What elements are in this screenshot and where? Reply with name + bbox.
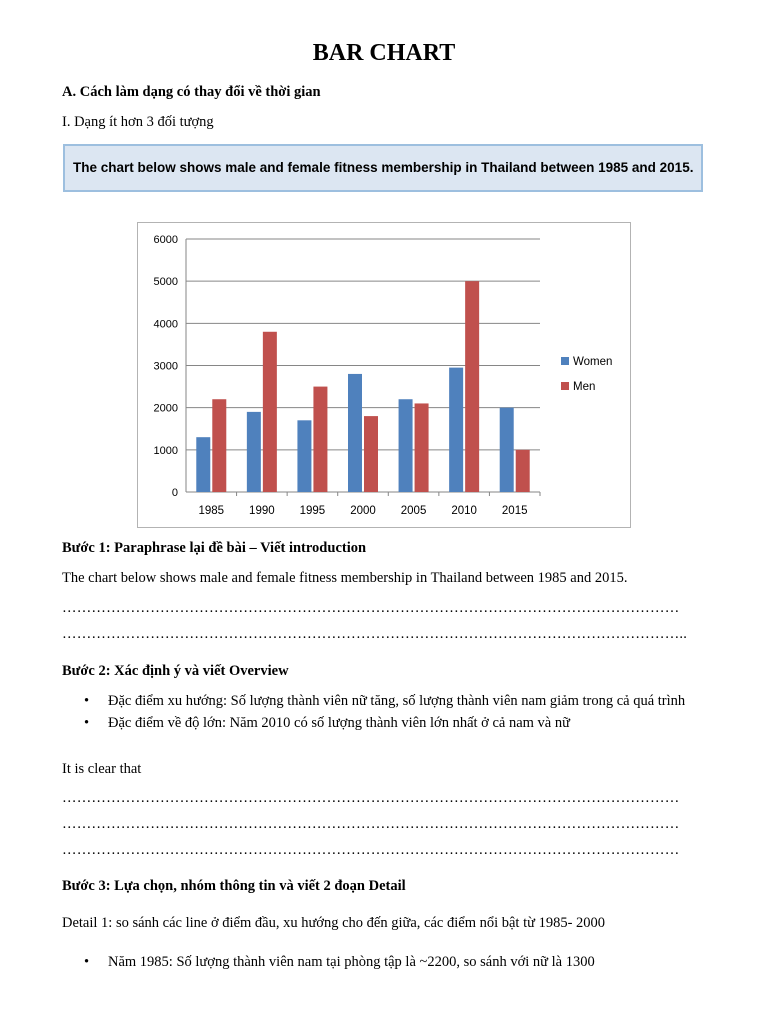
legend-swatch: [561, 382, 569, 390]
bar-women: [500, 408, 514, 492]
y-tick-label: 2000: [153, 402, 178, 415]
step3-heading: Bước 3: Lựa chọn, nhóm thông tin và viết 2 đoạn Detail: [62, 878, 406, 894]
y-tick-label: 3000: [153, 360, 178, 373]
bar-men: [516, 450, 530, 492]
y-tick-label: 0: [171, 487, 178, 499]
bar-men: [415, 403, 429, 492]
bar-men: [364, 416, 378, 492]
page-title: BAR CHART: [312, 40, 456, 66]
list-item-text: Năm 1985: Số lượng thành viên nam tại phòng tập là ~2200, so sánh với nữ là 1300: [108, 954, 595, 970]
bar-men: [263, 332, 277, 492]
writing-line: ………………………………………………………………………………………………………………: [62, 842, 680, 858]
x-tick-label: 1985: [198, 505, 225, 517]
x-tick-label: 1990: [249, 505, 275, 517]
list-item-text: Đặc điểm về độ lớn: Năm 2010 có số lượng thành viên lớn nhất ở cả nam và nữ: [108, 715, 570, 731]
bar-women: [399, 399, 413, 492]
step2-heading: Bước 2: Xác định ý và viết Overview: [62, 663, 289, 679]
x-tick-label: 2010: [451, 505, 477, 517]
bar-chart: [137, 222, 631, 528]
bar-women: [297, 420, 311, 492]
detail1-text: Detail 1: so sánh các line ở điểm đầu, xu hướng cho đến giữa, các điểm nổi bật từ 1985- 2000: [62, 915, 606, 931]
writing-line: ………………………………………………………………………………………………………………: [62, 600, 680, 616]
writing-line: ………………………………………………………………………………………………………………..: [62, 626, 688, 642]
legend-label: Women: [573, 356, 613, 368]
y-tick-label: 5000: [153, 276, 178, 289]
bar-men: [465, 281, 479, 492]
y-tick-label: 6000: [153, 234, 178, 246]
list-item-text: Đặc điểm xu hướng: Số lượng thành viên nữ tăng, số lượng thành viên nam giảm trong cả quá trình: [108, 693, 686, 709]
bar-women: [449, 368, 463, 492]
step1-heading: Bước 1: Paraphrase lại đề bài – Viết introduction: [62, 540, 367, 556]
bullet-icon: •: [84, 693, 90, 709]
y-tick-label: 4000: [153, 318, 178, 331]
x-tick-label: 1995: [299, 505, 326, 517]
bullet-icon: •: [84, 954, 90, 970]
y-tick-label: 1000: [153, 444, 178, 457]
bar-men: [212, 399, 226, 492]
legend-label: Men: [573, 381, 596, 393]
section-a-heading: A. Cách làm dạng có thay đổi về thời gian: [62, 84, 321, 100]
bullet-icon: •: [84, 715, 90, 731]
subsection-heading: I. Dạng ít hơn 3 đối tượng: [62, 114, 214, 130]
bar-women: [348, 374, 362, 492]
bar-chart-svg: [138, 223, 630, 527]
step1-introduction-text: The chart below shows male and female fitness membership in Thailand between 1985 and 2015.: [62, 570, 628, 586]
task-prompt-box: The chart below shows male and female fitness membership in Thailand between 1985 and 2015.: [63, 144, 703, 192]
list-item: [62, 692, 702, 710]
bar-women: [196, 437, 210, 492]
writing-line: ………………………………………………………………………………………………………………: [62, 816, 680, 832]
x-tick-label: 2000: [350, 505, 376, 517]
overview-bullet-list: [62, 692, 702, 732]
writing-line: ………………………………………………………………………………………………………………: [62, 790, 680, 806]
x-tick-label: 2005: [400, 505, 427, 517]
list-item: [62, 953, 702, 971]
detail-bullet-list: [62, 953, 702, 971]
x-tick-label: 2015: [501, 505, 528, 517]
bar-women: [247, 412, 261, 492]
legend-swatch: [561, 357, 569, 365]
overview-lead-text: It is clear that: [62, 761, 142, 777]
bar-men: [313, 387, 327, 492]
list-item: [62, 714, 702, 732]
